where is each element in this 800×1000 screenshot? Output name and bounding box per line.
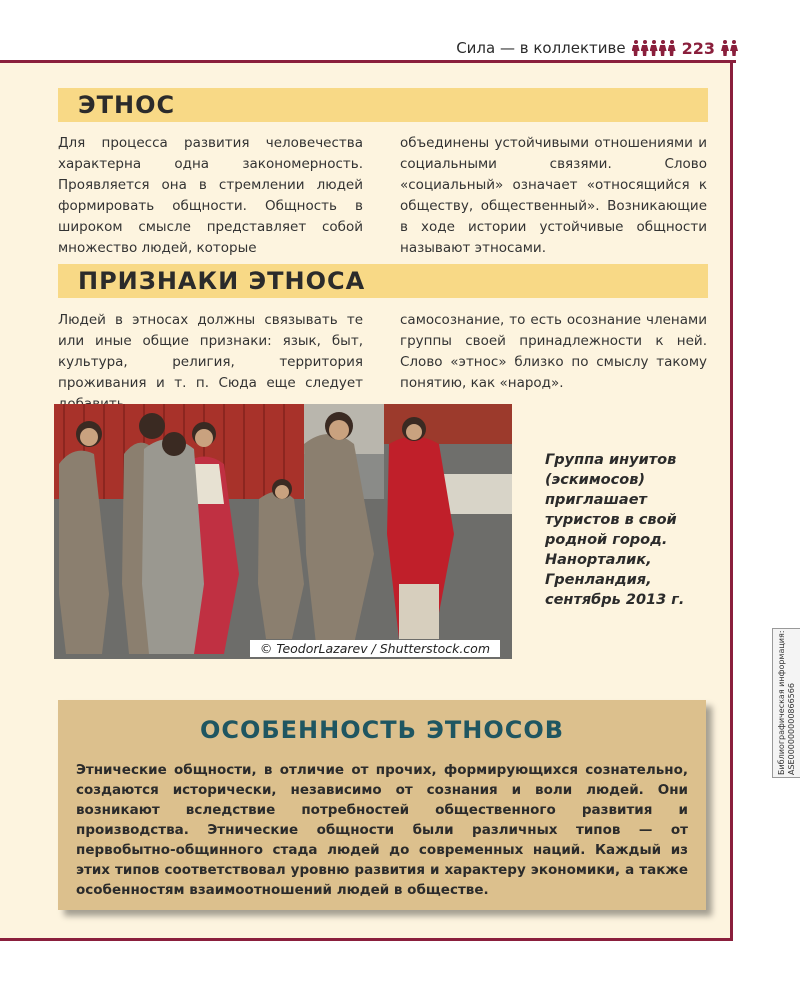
section-heading-ethnos (58, 88, 708, 122)
running-head (456, 36, 738, 60)
feature-box-title: ОСОБЕННОСТЬ ЭТНОСОВ (199, 716, 565, 744)
paragraph-right-2: самосознание, то есть осознание членами группы своей принадлежности к ней. Слово «этнос» близко по смыслу такому понятию, как «народ». (400, 312, 707, 391)
inuit-group-photo (54, 404, 512, 659)
photo-illustration (54, 404, 512, 659)
bibliographic-info-text: Библиографическая информация: ASE000000000866566 (777, 630, 796, 775)
section-heading-text: ПРИЗНАКИ ЭТНОСА (78, 267, 366, 295)
bibliographic-info-tab[interactable] (772, 628, 800, 778)
running-title: Сила — в коллективе (456, 39, 626, 57)
page-number: 223 (681, 38, 715, 58)
paragraph-left-2: Людей в этносах должны связывать те или иные общие признаки: язык, быт, культура, религия, территория проживания и т. п. Сюда еще следует (58, 312, 363, 391)
paragraph-left-1: Для процесса развития человечества характерна одна закономерность. Проявляется она в стремлении людей формировать общности. Общность в широком смысле представляет собой множество людей, которые (58, 135, 363, 256)
feature-box-text: Этнические общности, в отличие от прочих, формирующихся сознательно, создаются исторически, независимо от сознания и воли людей. Они возникают вследствие потребностей общественного развития и производства. Этнические общности были различных типов — от первобытно-общинного стада людей до современных наций. Каждый из этих типов соответствовал уровню развития и характеру экономики, а также особенностям взаимоотношений людей в обществе. (76, 762, 688, 898)
section-heading-text: ЭТНОС (78, 91, 176, 119)
paragraph-right-1: объединены устойчивыми отношениями и социальными связями. Слово «социальный» означает «относящийся к обществу, общественный». Возникающие в ходе истории устойчивые общности называют этносами. (400, 135, 707, 256)
people-icon (632, 40, 676, 56)
people-icon-right (721, 40, 738, 56)
photo-caption: Группа инуитов (эскимосов) приглашает туристов в свой родной город. Нанорталик, Гренландия, сентябрь 2013 г. (545, 452, 685, 608)
photo-credit: © TeodorLazarev / Shutterstock.com (250, 640, 500, 657)
feature-box (58, 700, 706, 910)
section-heading-signs (58, 264, 708, 298)
